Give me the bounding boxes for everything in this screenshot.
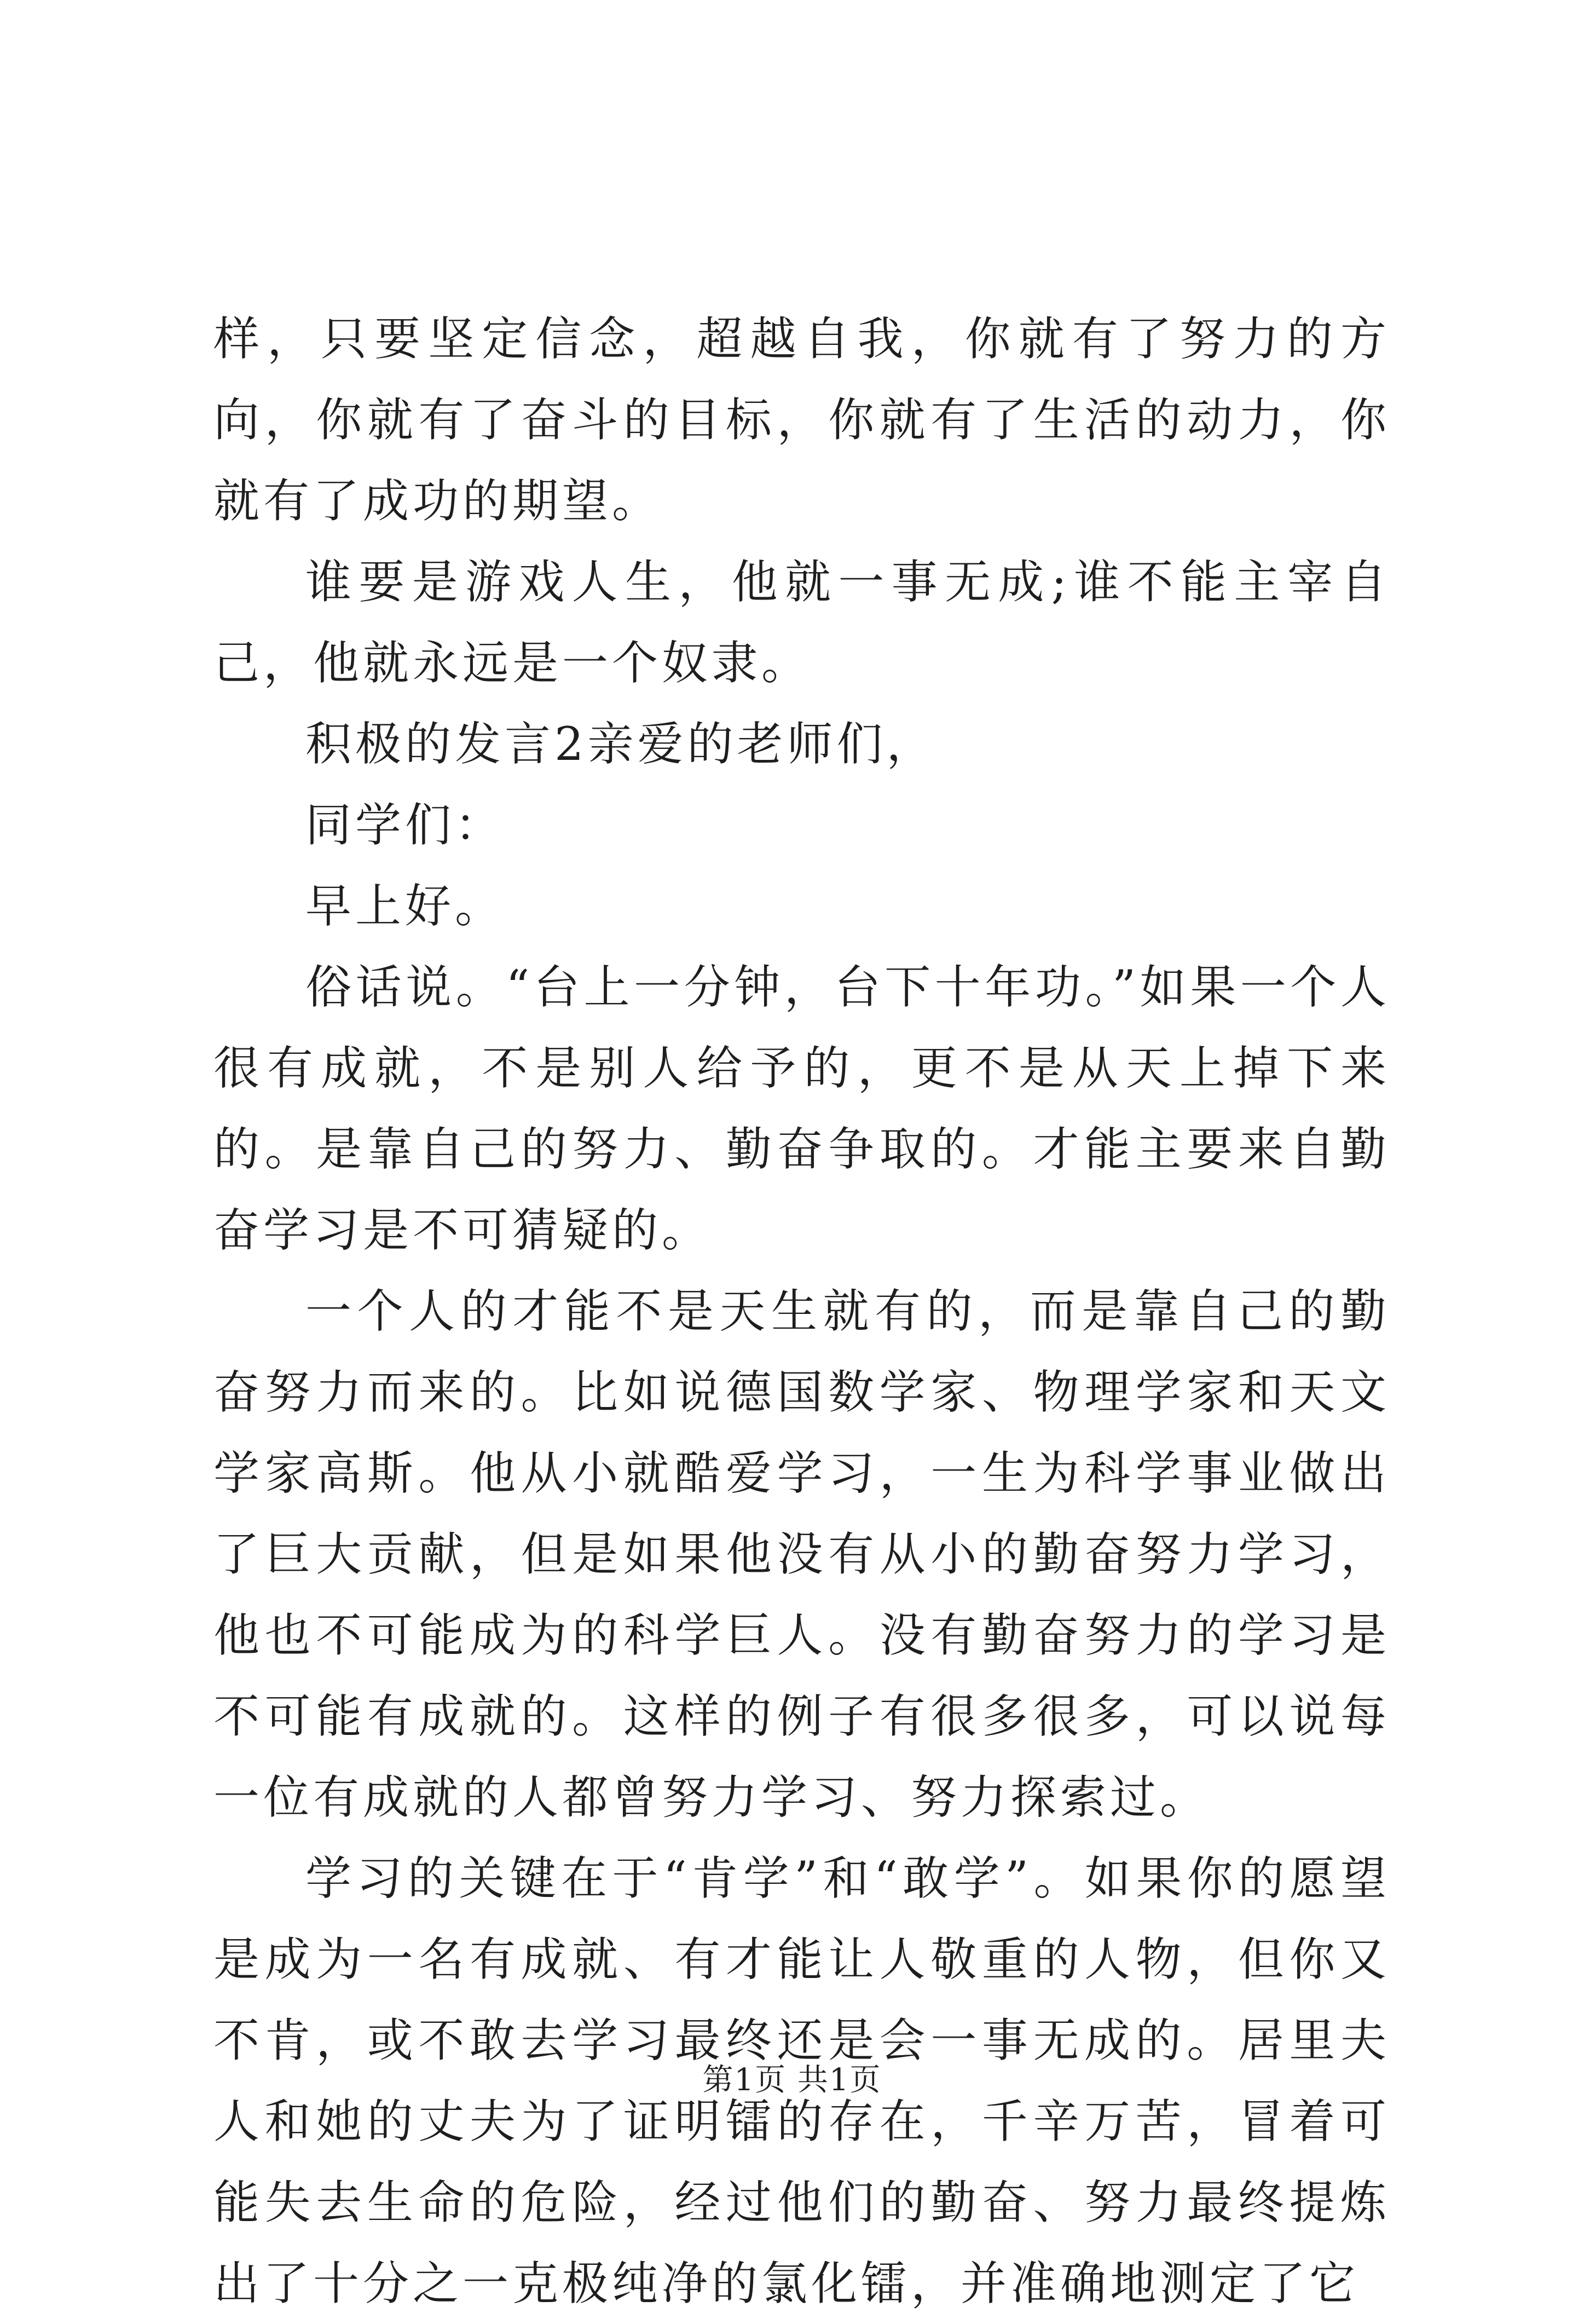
paragraph: 一个人的才能不是天生就有的，而是靠自己的勤奋努力而来的。比如说德国数学家、物理学家和天文学家高斯。他从小就酷爱学习，一生为科学事业做出了巨大贡献，但是如果他没有从小的勤奋努力学习，他也不可能成为的科学巨人。没有勤奋努力的学习是不可能有成就的。这样的例子有很多很多，可以说每一位有成就的人都曾努力学习、努力探索过。 bbox=[213, 1284, 1390, 1824]
page-footer: 第1页 共1页 bbox=[702, 2062, 882, 2098]
paragraph: 学习的关键在于“肯学”和“敢学”。如果你的愿望是成为一名有成就、有才能让人敬重的人物，但你又不肯，或不敢去学习最终还是会一事无成的。居里夫人和她的丈夫为了证明镭的存在，千辛万苦，冒着可能失去生命的危险，经过他们的勤奋、努力最终提炼出了十分之一克极纯净的氯化镭，并准确地测定了它 bbox=[213, 1852, 1390, 2310]
body-text bbox=[213, 298, 1390, 2324]
paragraph-continuation: 样，只要坚定信念，超越自我，你就有了努力的方向，你就有了奋斗的目标，你就有了生活的动力，你就有了成功的期望。 bbox=[213, 312, 1390, 528]
greeting: 早上好。 bbox=[305, 879, 505, 933]
paragraph: 谁要是游戏人生，他就一事无成;谁不能主宰自己，他就永远是一个奴隶。 bbox=[213, 555, 1390, 690]
salutation: 同学们： bbox=[305, 798, 505, 852]
paragraph: 俗话说。“台上一分钟，台下十年功。”如果一个人很有成就，不是别人给予的，更不是从天上掉下来的。是靠自己的努力、勤奋争取的。才能主要来自勤奋学习是不可猜疑的。 bbox=[213, 960, 1390, 1257]
speech-heading: 积极的发言2亲爱的老师们， bbox=[305, 717, 936, 771]
